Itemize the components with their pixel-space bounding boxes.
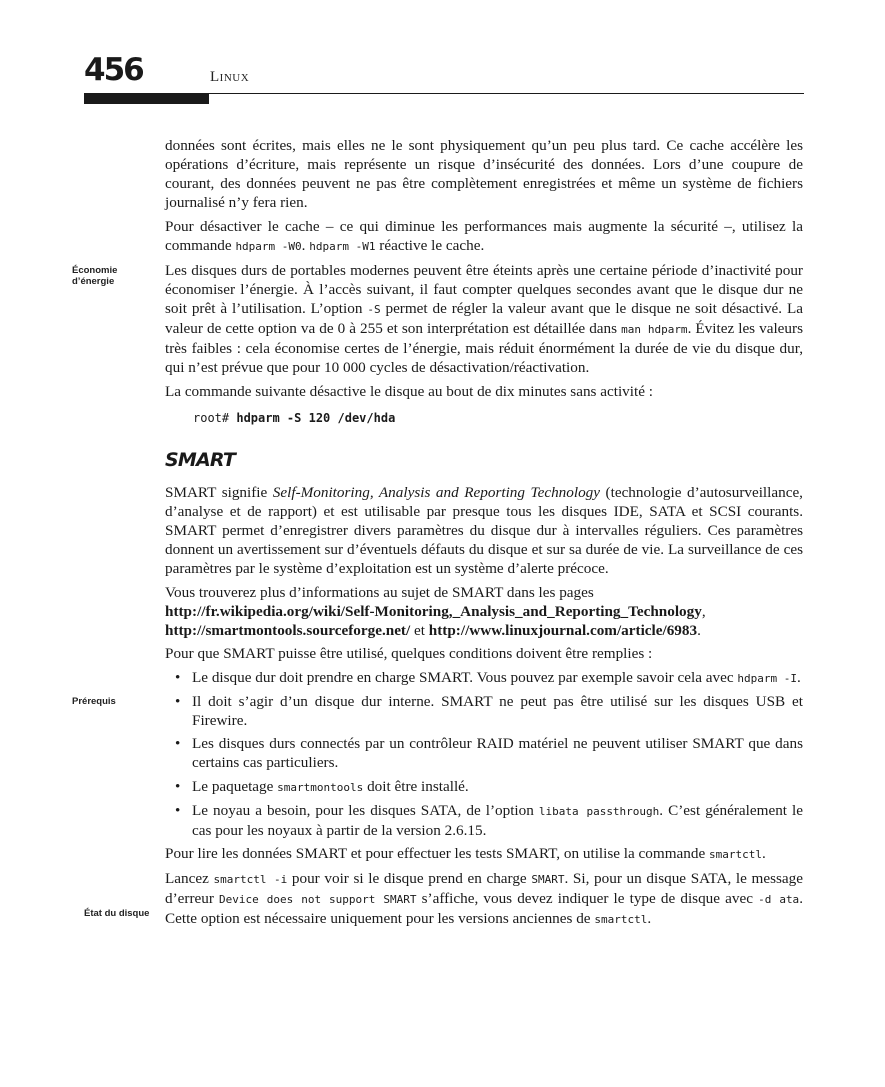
text-span: Le disque dur doit prendre en charge SMART. Vous pouvez par exemple savoir cela avec xyxy=(192,669,738,687)
text-span: Pour lire les données SMART et pour effectuer les tests SMART, on utilise la commande xyxy=(165,845,709,863)
page-body xyxy=(165,136,803,934)
text-span: Vous trouverez plus d’informations au sujet de SMART dans les pages xyxy=(165,583,594,601)
list-item xyxy=(192,777,803,797)
prerequisites-list xyxy=(165,668,803,840)
inline-code: SMART xyxy=(531,872,565,886)
section-title: SMART xyxy=(165,448,236,471)
text-span: pour voir si le disque prend en charge xyxy=(287,869,532,887)
inline-code: smartctl xyxy=(594,913,648,927)
list-item xyxy=(192,692,803,730)
paragraph-disable-cache xyxy=(165,217,803,256)
text-span: Lancez xyxy=(165,869,214,887)
text-span: . C’est généralement le cas pour les noyaux à partir de la version 2.6.15. xyxy=(192,801,803,839)
text-span: , xyxy=(701,602,706,620)
text-span: Il doit s’agir d’un disque dur interne. SMART ne peut pas être utilisé sur les disques USB et Firewire. xyxy=(192,693,803,730)
text-span: réactive le cache. xyxy=(375,236,485,254)
page-header xyxy=(84,48,804,106)
text-span: et xyxy=(410,621,429,639)
paragraph-smartctl-usage xyxy=(165,869,803,929)
margin-note-etat: État du disque xyxy=(84,908,150,919)
inline-code: smartctl -i xyxy=(213,872,288,886)
text-span: Le paquetage xyxy=(192,777,278,795)
text-span: . Évitez les valeurs très faibles : cela économise certes de l’énergie, mais réduit énormément la durée de vie du disque dur, qui n’est prévue que pour 10 000 cycles de désactivation/réactivation. xyxy=(165,319,803,377)
link-linuxjournal[interactable]: http://www.linuxjournal.com/article/6983 xyxy=(428,621,698,639)
list-item xyxy=(192,734,803,772)
list-item xyxy=(192,668,803,688)
link-wikipedia[interactable]: http://fr.wikipedia.org/wiki/Self-Monitoring,_Analysis_and_Reporting_Technology xyxy=(165,602,702,620)
inline-code: smartctl xyxy=(709,848,762,862)
page-number: 456 xyxy=(84,52,143,88)
text-span: s’affiche, vous devez indiquer le type de disque avec xyxy=(416,890,759,907)
text-span: Les disques durs connectés par un contrôleur RAID matériel ne peuvent utiliser SMART que dans certains cas particuliers. xyxy=(192,735,803,772)
paragraph-cache: données sont écrites, mais elles ne le sont physiquement qu’un peu plus tard. Ce cache accélère les opérations d’écriture, mais représente un risque d’insécurité des données. Lors d’une coupure de courant, des données peuvent ne pas être complètement enregistrées et même un système de fichiers journalisé n’y fera rien. xyxy=(165,137,803,212)
header-rule-block xyxy=(84,93,209,104)
inline-code: Device does not support SMART xyxy=(219,893,417,906)
inline-code: libata passthrough xyxy=(538,804,660,818)
paragraph-links xyxy=(165,583,803,640)
paragraph-command-intro: La commande suivante désactive le disque au bout de dix minutes sans activité : xyxy=(165,382,653,400)
text-span: SMART signifie xyxy=(165,483,273,501)
inline-code: hdparm -W0 xyxy=(235,239,302,253)
inline-code: smartmontools xyxy=(277,780,364,794)
inline-code: hdparm -W1 xyxy=(309,239,376,253)
link-smartmontools[interactable]: http://smartmontools.sourceforge.net/ xyxy=(165,621,411,639)
paragraph-smartctl xyxy=(165,844,803,864)
code-command: hdparm -S 120 /dev/hda xyxy=(236,410,396,425)
code-block xyxy=(193,409,803,427)
paragraph-smart-definition xyxy=(165,483,803,578)
list-item xyxy=(192,801,803,840)
text-span: Les disques durs de portables modernes peuvent être éteints après une certaine période d’inactivité pour économiser l’énergie. À l’accès suivant, il faut compter quelques secondes avant que le disque dur ne soit prêt à l’utilisation. L’option xyxy=(165,261,803,317)
text-span: Le noyau a besoin, pour les disques SATA, de l’option xyxy=(192,801,539,819)
inline-code: -d ata xyxy=(758,893,800,906)
text-span: . xyxy=(647,910,652,928)
text-span: . xyxy=(301,236,310,254)
inline-code: man hdparm xyxy=(621,322,688,336)
inline-code: -S xyxy=(367,302,381,316)
text-span: . Cette option est nécessaire uniquement pour les versions anciennes de xyxy=(165,890,803,928)
text-span: . xyxy=(797,669,801,687)
text-span: doit être installé. xyxy=(363,777,469,795)
text-span: . xyxy=(761,845,766,863)
paragraph-energy xyxy=(165,261,803,378)
code-prompt: root# xyxy=(193,410,237,425)
text-span: permet de régler la valeur avant que le disque ne soit désactivé. La valeur de cette option va de 0 à 255 et son interprétation est détaillée dans xyxy=(165,299,803,337)
text-span: . xyxy=(697,621,701,639)
text-span: . Si, pour un disque SATA, le message d’erreur xyxy=(165,869,803,907)
margin-note-economie: Économie d’énergie xyxy=(72,265,118,287)
paragraph-prerequisites: Pour que SMART puisse être utilisé, quelques conditions doivent être remplies : xyxy=(165,645,653,663)
italic-term: Self-Monitoring, Analysis and Reporting Technology xyxy=(272,483,600,501)
text-span: Pour désactiver le cache – ce qui diminue les performances mais augmente la sécurité –, utilisez la commande xyxy=(165,217,803,254)
text-span: (technologie d’autosurveillance, d’analyse et de rapport) et est utilisable par presque tous les disques IDE, SATA et SCSI courants. SMART permet d’enregistrer divers paramètres du disque dur à intervalles réguliers. Ces paramètres donnent un avertissement sur d’éventuels défauts du disque et sur sa durée de vie. La surveillance de ces paramètres par le système d’exploitation est un système d’alerte précoce. xyxy=(165,483,803,578)
margin-note-prerequis: Prérequis xyxy=(72,696,116,707)
running-title: Linux xyxy=(210,69,250,85)
inline-code: hdparm -I xyxy=(737,672,797,686)
